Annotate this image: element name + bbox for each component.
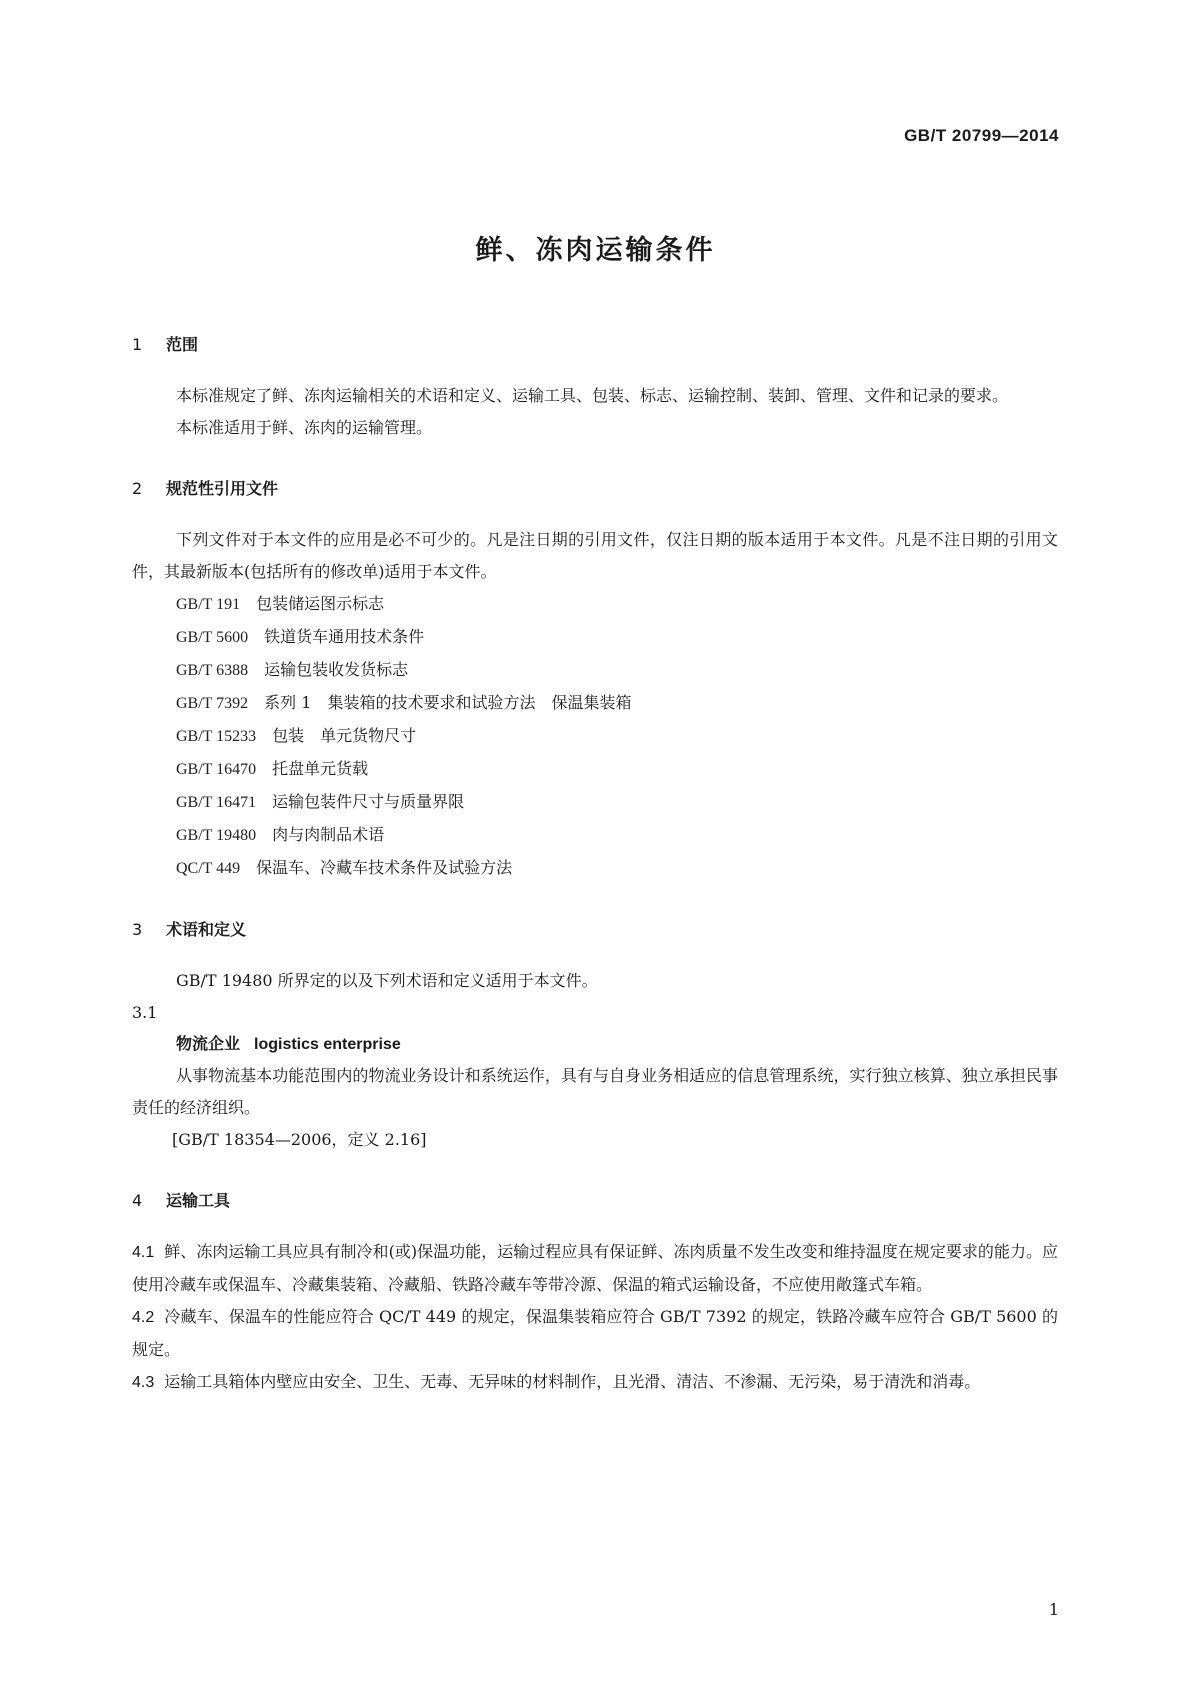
term-definition: 从事物流基本功能范围内的物流业务设计和系统运作，具有与自身业务相适应的信息管理系统，实行独立核算、独立承担民事责任的经济组织。 <box>132 1066 1058 1117</box>
reference-code: QC/T 449 <box>176 860 241 877</box>
reference-code: GB/T 191 <box>176 596 241 613</box>
reference-code: GB/T 6388 <box>176 662 249 679</box>
reference-list <box>132 588 1058 885</box>
reference-item <box>132 687 1058 720</box>
paragraph: 本标准规定了鲜、冻肉运输相关的术语和定义、运输工具、包装、标志、运输控制、装卸、管理、文件和记录的要求。 <box>176 386 1009 405</box>
paragraph: 下列文件对于本文件的应用是必不可少的。凡是注日期的引用文件，仅注日期的版本适用于本文件。凡是不注日期的引用文件，其最新版本(包括所有的修改单)适用于本文件。 <box>132 530 1058 581</box>
term-english: logistics enterprise <box>254 1036 401 1053</box>
reference-item <box>132 753 1058 786</box>
reference-code: GB/T 19480 <box>176 827 257 844</box>
reference-item <box>132 621 1058 654</box>
reference-item <box>132 720 1058 753</box>
section-title: 范围 <box>166 335 199 354</box>
reference-item <box>132 852 1058 885</box>
reference-item <box>132 819 1058 852</box>
section-2-heading <box>132 474 1058 504</box>
reference-item <box>132 654 1058 687</box>
page-number: 1 <box>1048 1600 1059 1619</box>
document-title: 鲜、冻肉运输条件 <box>475 235 716 266</box>
paragraph: GB/T 19480 所界定的以及下列术语和定义适用于本文件。 <box>176 971 598 990</box>
reference-title: 肉与肉制品术语 <box>272 825 385 844</box>
standard-code: GB/T 20799—2014 <box>904 126 1059 145</box>
term-chinese: 物流企业 <box>176 1034 241 1053</box>
reference-title: 包装 单元货物尺寸 <box>272 726 417 745</box>
reference-title: 保温车、冷藏车技术条件及试验方法 <box>256 858 513 877</box>
section-number: 4 <box>132 1191 143 1210</box>
reference-code: GB/T 15233 <box>176 728 257 745</box>
clause-text: 运输工具箱体内壁应由安全、卫生、无毒、无异味的材料制作，且光滑、清洁、不渗漏、无污染，易于清洗和消毒。 <box>164 1372 981 1391</box>
section-number: 3 <box>132 920 143 939</box>
reference-title: 托盘单元货载 <box>272 759 369 778</box>
clause-text: 冷藏车、保温车的性能应符合 QC/T 449 的规定，保温集装箱应符合 GB/T 7392 的规定，铁路冷藏车应符合 GB/T 5600 的规定。 <box>132 1307 1058 1359</box>
reference-code: GB/T 16471 <box>176 794 257 811</box>
section-number: 1 <box>132 335 143 354</box>
reference-title: 运输包装收发货标志 <box>264 660 409 679</box>
clause-text: 鲜、冻肉运输工具应具有制冷和(或)保温功能，运输过程应具有保证鲜、冻肉质量不发生改变和维持温度在规定要求的能力。应使用冷藏车或保温车、冷藏集装箱、冷藏船、铁路冷藏车等带冷源、保温的箱式运输设备，不应使用敞篷式车箱。 <box>132 1242 1058 1294</box>
clause-number: 3.1 <box>132 1003 158 1022</box>
section-1-heading <box>132 330 1058 360</box>
clause-number: 4.1 <box>132 1244 155 1261</box>
term-entry <box>132 1029 1058 1060</box>
reference-code: GB/T 5600 <box>176 629 249 646</box>
reference-item <box>132 786 1058 819</box>
paragraph: 本标准适用于鲜、冻肉的运输管理。 <box>176 418 433 437</box>
clause <box>132 1366 1058 1399</box>
section-title: 运输工具 <box>166 1191 231 1210</box>
section-title: 规范性引用文件 <box>166 479 279 498</box>
reference-title: 运输包装件尺寸与质量界限 <box>272 792 465 811</box>
section-title: 术语和定义 <box>166 920 247 939</box>
clause <box>132 1236 1058 1301</box>
reference-title: 铁道货车通用技术条件 <box>264 627 425 646</box>
reference-title: 包装储运图示标志 <box>256 594 385 613</box>
reference-code: GB/T 16470 <box>176 761 257 778</box>
clause <box>132 1301 1058 1366</box>
term-source: [GB/T 18354—2006，定义 2.16] <box>172 1130 427 1149</box>
document-body <box>132 330 1058 1399</box>
section-3-heading <box>132 915 1058 945</box>
reference-title: 系列 1 集装箱的技术要求和试验方法 保温集装箱 <box>264 693 632 712</box>
section-4-heading <box>132 1186 1058 1216</box>
clause-number: 4.2 <box>132 1309 155 1326</box>
reference-item <box>132 588 1058 621</box>
clause-number: 4.3 <box>132 1374 155 1391</box>
section-number: 2 <box>132 479 143 498</box>
reference-code: GB/T 7392 <box>176 695 249 712</box>
